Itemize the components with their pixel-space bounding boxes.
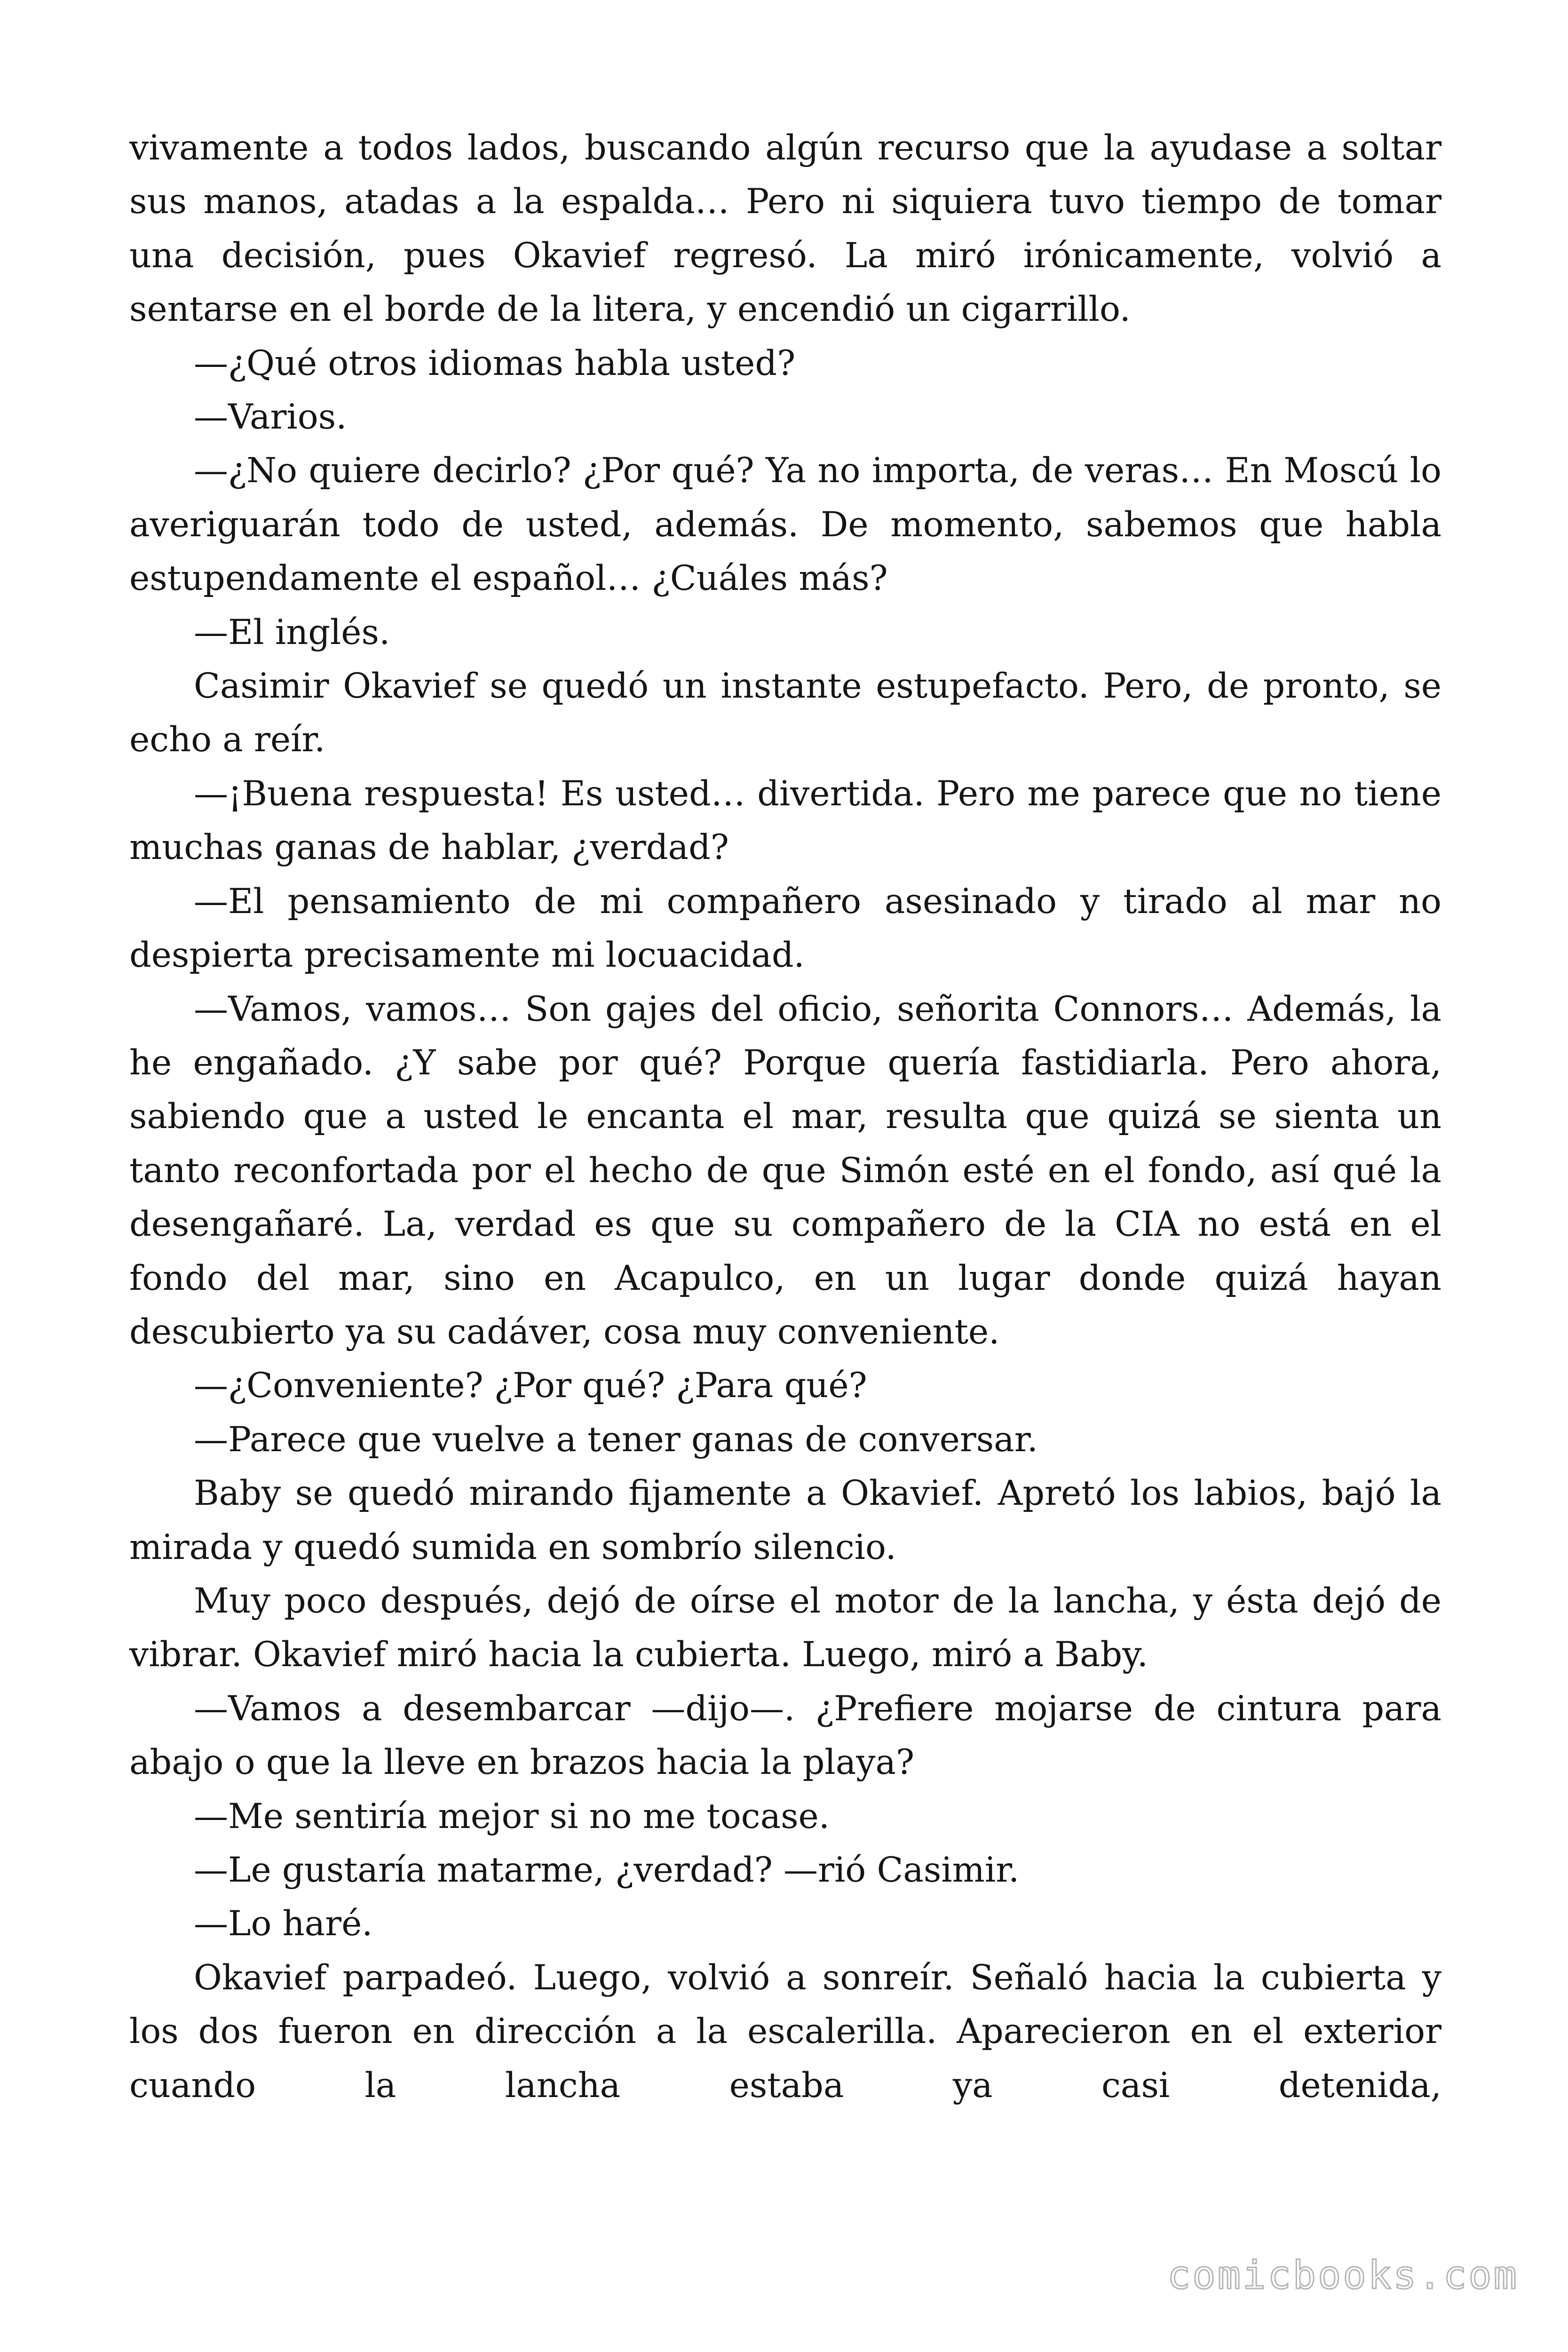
paragraph: Muy poco después, dejó de oírse el motor de la lancha, y ésta dejó de vibrar. Okavief miró hacia la cubierta. Luego, miró a Baby. (129, 1581, 1441, 1675)
book-page-text (129, 121, 1441, 2113)
paragraph: —Vamos, vamos… Son gajes del oficio, señorita Connors… Además, la he engañado. ¿Y sabe por qué? Porque quería fastidiarla. Pero ahora, sabiendo que a usted le encanta el mar, resulta que quizá se sienta un tanto reconfortada por el hecho de que Simón esté en el fondo, así qué la desengañaré. La, verdad es que su compañero de la CIA no está en el fondo del mar, sino en Acapulco, en un lugar donde quizá hayan descubierto ya su cadáver, cosa muy conveniente. (129, 989, 1441, 1352)
paragraph: —Le gustaría matarme, ¿verdad? —rió Casimir. (194, 1850, 1020, 1890)
paragraph: —¿No quiere decirlo? ¿Por qué? Ya no importa, de veras… En Moscú lo averiguarán todo de usted, además. De momento, sabemos que habla estupendamente el español… ¿Cuáles más? (129, 451, 1441, 599)
paragraph: —¿Conveniente? ¿Por qué? ¿Para qué? (194, 1366, 867, 1406)
paragraph: —Vamos a desembarcar —dijo—. ¿Prefiere mojarse de cintura para abajo o que la lleve en brazos hacia la playa? (129, 1688, 1441, 1783)
paragraph: —¡Buena respuesta! Es usted… divertida. Pero me parece que no tiene muchas ganas de hablar, ¿verdad? (129, 773, 1441, 868)
paragraph: —Me sentiría mejor si no me tocase. (194, 1796, 830, 1836)
paragraph: vivamente a todos lados, buscando algún recurso que la ayudase a soltar sus manos, atadas a la espalda… Pero ni siquiera tuvo tiempo de tomar una decisión, pues Okavief regresó. La miró irónicamente, volvió a sentarse en el borde de la litera, y encendió un cigarrillo. (129, 128, 1441, 330)
paragraph: —¿Qué otros idiomas habla usted? (194, 343, 796, 383)
paragraph: Baby se quedó mirando fijamente a Okavief. Apretó los labios, bajó la mirada y quedó sumida en sombrío silencio. (129, 1473, 1441, 1567)
paragraph: —El pensamiento de mi compañero asesinado y tirado al mar no despierta precisamente mi locuacidad. (129, 881, 1441, 976)
paragraph: —El inglés. (194, 612, 390, 652)
paragraph: —Varios. (194, 397, 347, 437)
paragraph: Casimir Okavief se quedó un instante estupefacto. Pero, de pronto, se echo a reír. (129, 666, 1441, 760)
paragraph: —Lo haré. (194, 1904, 373, 1944)
paragraph: —Parece que vuelve a tener ganas de conversar. (194, 1419, 1038, 1460)
watermark: comicbooks.com (1167, 2253, 1519, 2298)
paragraph: Okavief parpadeó. Luego, volvió a sonreír. Señaló hacia la cubierta y los dos fueron en dirección a la escalerilla. Aparecieron en el exterior cuando la lancha estaba ya casi detenida, (129, 1957, 1441, 2106)
